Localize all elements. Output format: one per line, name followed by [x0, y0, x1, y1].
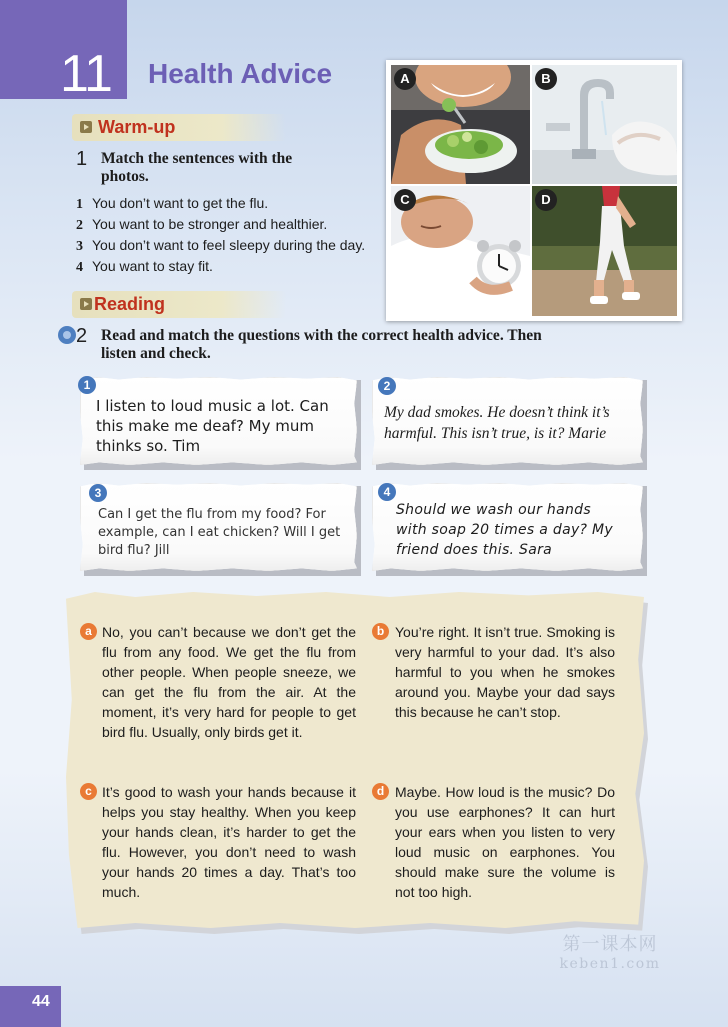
page-number-box: [0, 986, 61, 1027]
reading-label: Reading: [94, 294, 166, 314]
answer-d-badge: d: [372, 783, 389, 800]
question-2-line-1: My dad smokes. He doesn’t think it’s: [384, 404, 610, 421]
question-2-line-2: harmful. This isn’t true, is it? Marie: [384, 425, 607, 442]
unit-number: 11: [60, 45, 112, 103]
photo-d-label: D: [535, 189, 557, 211]
photo-a: [391, 65, 530, 184]
question-3-badge: 3: [89, 484, 107, 502]
question-3-line-2: example, can I eat chicken? Will I get: [98, 525, 341, 540]
sentence-4-num: 4: [76, 260, 83, 275]
play-icon: [80, 298, 92, 310]
exercise-2-instruction-line2: listen and check.: [101, 345, 211, 362]
answer-c-badge: c: [80, 783, 97, 800]
sentence-4: [76, 258, 213, 276]
question-3-text: [98, 506, 340, 560]
question-4-line-1: Should we wash our hands: [396, 502, 591, 518]
sentence-3: [76, 237, 365, 255]
sentence-1-num: 1: [76, 197, 83, 212]
answer-d-text: Maybe. How loud is the music? Do you use earphones? It can hurt your ears when you listen to very loud music on earphones. You should make sure the volume is not too high.: [395, 784, 615, 900]
audio-cd-icon[interactable]: [58, 326, 76, 344]
exercise-2-instruction-line1: Read and match the questions with the correct health advice. Then: [101, 327, 542, 344]
answer-a-text: No, you can’t because we don’t get the flu from any food. We get the flu from other people. When people sneeze, we can get the flu from the air. At the moment, it’s very hard for people to get bird flu. Usually, only birds get it.: [102, 624, 356, 740]
exercise-2-number: 2: [76, 325, 88, 347]
answer-a-badge: a: [80, 623, 97, 640]
question-1-line-3: thinks so. Tim: [96, 437, 201, 455]
question-2-text: [384, 402, 610, 444]
sentence-1: [76, 195, 268, 213]
photo-c: [391, 186, 530, 316]
question-4-badge: 4: [378, 483, 396, 501]
play-icon: [80, 121, 92, 133]
answer-b-text: You’re right. It isn’t true. Smoking is very harmful to your dad. It’s also harmful to you when he smokes around you. Maybe your dad says this because he can’t stop.: [395, 624, 615, 720]
question-1-badge: 1: [78, 376, 96, 394]
exercise-1-instruction-line2: photos.: [101, 168, 149, 185]
exercise-1-instruction-line1: Match the sentences with the: [101, 150, 293, 167]
watermark: [550, 930, 670, 972]
sentence-2: [76, 216, 327, 234]
photo-b-label: B: [535, 68, 557, 90]
sentence-3-num: 3: [76, 239, 83, 254]
question-1-line-2: this make me deaf? My mum: [96, 417, 314, 435]
photo-c-label: C: [394, 189, 416, 211]
watermark-line-2: keben1.com: [559, 956, 661, 972]
answer-b-badge: b: [372, 623, 389, 640]
watermark-line-1: 第一课本网: [562, 934, 658, 955]
exercise-1-number: 1: [76, 148, 88, 170]
sentence-2-text: You want to be stronger and healthier.: [92, 216, 328, 232]
question-1-text: [96, 396, 329, 456]
reading-banner: [72, 291, 286, 318]
question-4-text: [396, 500, 613, 560]
page-title: Health Advice: [148, 58, 333, 89]
question-3-line-3: bird flu? Jill: [98, 543, 170, 558]
question-4-line-3: friend does this. Sara: [396, 542, 553, 558]
question-1-line-1: I listen to loud music a lot. Can: [96, 397, 329, 415]
photo-a-label: A: [394, 68, 416, 90]
photo-collage: [386, 60, 682, 321]
sentence-1-text: You don’t want to get the flu.: [92, 195, 269, 211]
question-2-badge: 2: [378, 377, 396, 395]
sentence-2-num: 2: [76, 218, 83, 233]
sentence-3-text: You don’t want to feel sleepy during the day.: [92, 237, 366, 253]
photo-b: [532, 65, 677, 184]
question-4-line-2: with soap 20 times a day? My: [396, 522, 613, 538]
sentence-4-text: You want to stay fit.: [92, 258, 213, 274]
warmup-banner: [72, 114, 286, 141]
question-3-line-1: Can I get the flu from my food? For: [98, 507, 326, 522]
page-number: 44: [32, 993, 50, 1010]
photo-d: [532, 186, 677, 316]
answer-c-text: It’s good to wash your hands because it helps you stay healthy. When you keep your hands clean, it’s harder to get the flu. However, you don’t need to wash your hands 20 times a day. That’s too much.: [102, 784, 356, 900]
warmup-label: Warm-up: [98, 117, 176, 137]
